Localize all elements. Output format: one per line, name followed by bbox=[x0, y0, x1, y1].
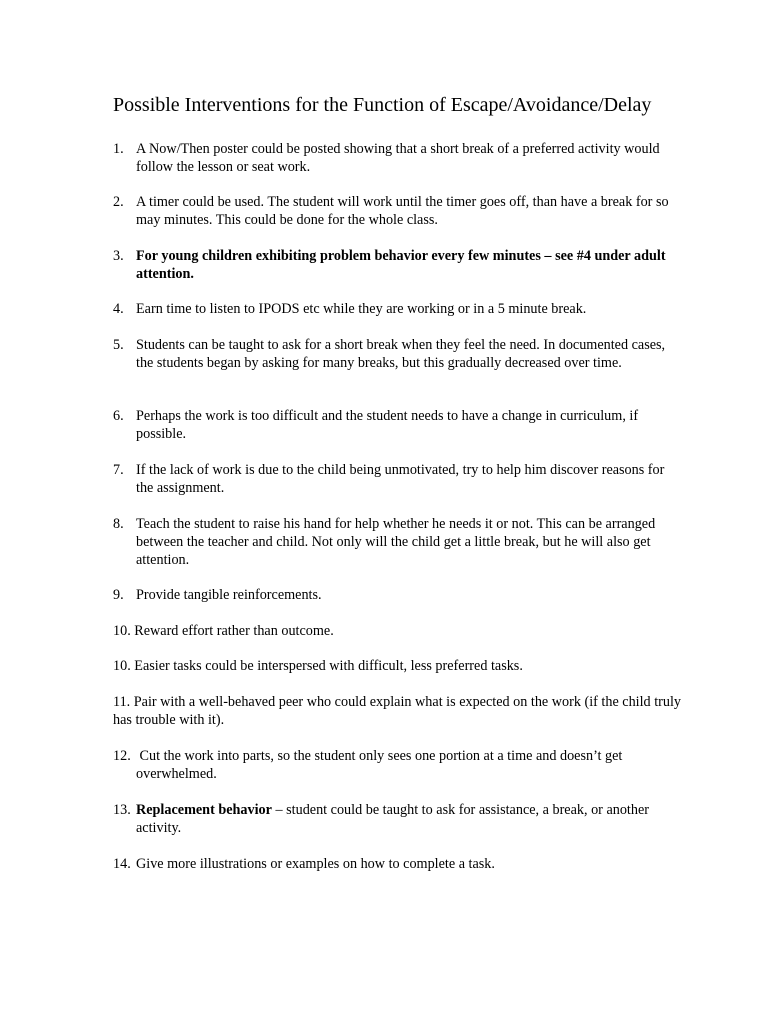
item-text: Teach the student to raise his hand for help whether he needs it or not. This can be arranged between the teacher and child. Not only will the child get a little break, but he will also get attention. bbox=[136, 516, 656, 568]
item-text: Earn time to listen to IPODS etc while they are working or in a 5 minute break. bbox=[136, 301, 587, 317]
list-item bbox=[113, 515, 683, 569]
item-text: Cut the work into parts, so the student only sees one portion at a time and doesn’t get overwhelmed. bbox=[136, 748, 623, 782]
item-text: Easier tasks could be interspersed with difficult, less preferred tasks. bbox=[134, 658, 523, 674]
item-number: 12. bbox=[113, 748, 131, 764]
item-text: Pair with a well-behaved peer who could explain what is expected on the work (if the child truly has trouble with it). bbox=[113, 694, 681, 728]
list-item bbox=[113, 622, 683, 640]
item-text: Perhaps the work is too difficult and the student needs to have a change in curriculum, if possible. bbox=[136, 408, 639, 442]
item-number: 9. bbox=[113, 587, 124, 603]
list-item bbox=[113, 801, 683, 837]
item-text: Provide tangible reinforcements. bbox=[136, 587, 322, 603]
list-item bbox=[113, 586, 683, 604]
item-text: Reward effort rather than outcome. bbox=[134, 623, 334, 639]
list-item bbox=[113, 855, 683, 873]
item-text: A timer could be used. The student will work until the timer goes off, than have a break for so may minutes. This could be done for the whole class. bbox=[136, 194, 669, 228]
item-bold-term: Replacement behavior bbox=[136, 802, 272, 818]
item-number: 3. bbox=[113, 248, 124, 264]
item-text: If the lack of work is due to the child being unmotivated, try to help him discover reasons for the assignment. bbox=[136, 462, 665, 496]
item-number: 10. bbox=[113, 658, 131, 674]
item-number: 7. bbox=[113, 462, 124, 478]
item-text: – student could be taught to ask for assistance, a break, or another activity. bbox=[136, 802, 649, 836]
item-number: 6. bbox=[113, 408, 124, 424]
list-item bbox=[113, 747, 683, 783]
item-number: 8. bbox=[113, 516, 124, 532]
item-number: 13. bbox=[113, 802, 131, 818]
item-text: Students can be taught to ask for a short break when they feel the need. In documented cases, the students began by asking for many breaks, but this gradually decreased over time. bbox=[136, 337, 666, 371]
list-item bbox=[113, 247, 683, 283]
item-number: 2. bbox=[113, 194, 124, 210]
item-number: 1. bbox=[113, 141, 124, 157]
page-title: Possible Interventions for the Function of Escape/Avoidance/Delay bbox=[113, 94, 652, 116]
list-item bbox=[113, 193, 683, 229]
item-text: Give more illustrations or examples on how to complete a task. bbox=[136, 856, 495, 872]
list-item bbox=[113, 140, 683, 176]
list-item bbox=[113, 657, 683, 675]
item-number: 11. bbox=[113, 694, 131, 710]
item-text: For young children exhibiting problem behavior every few minutes – see #4 under adult attention. bbox=[136, 248, 666, 282]
item-text: A Now/Then poster could be posted showing that a short break of a preferred activity would follow the lesson or seat work. bbox=[136, 141, 660, 175]
list-item bbox=[113, 461, 683, 497]
item-number: 14. bbox=[113, 856, 131, 872]
list-item bbox=[113, 336, 683, 372]
list-item bbox=[113, 300, 683, 318]
item-number: 10. bbox=[113, 623, 131, 639]
list-item bbox=[113, 693, 683, 729]
list-item bbox=[113, 407, 683, 443]
item-number: 5. bbox=[113, 337, 124, 353]
item-number: 4. bbox=[113, 301, 124, 317]
